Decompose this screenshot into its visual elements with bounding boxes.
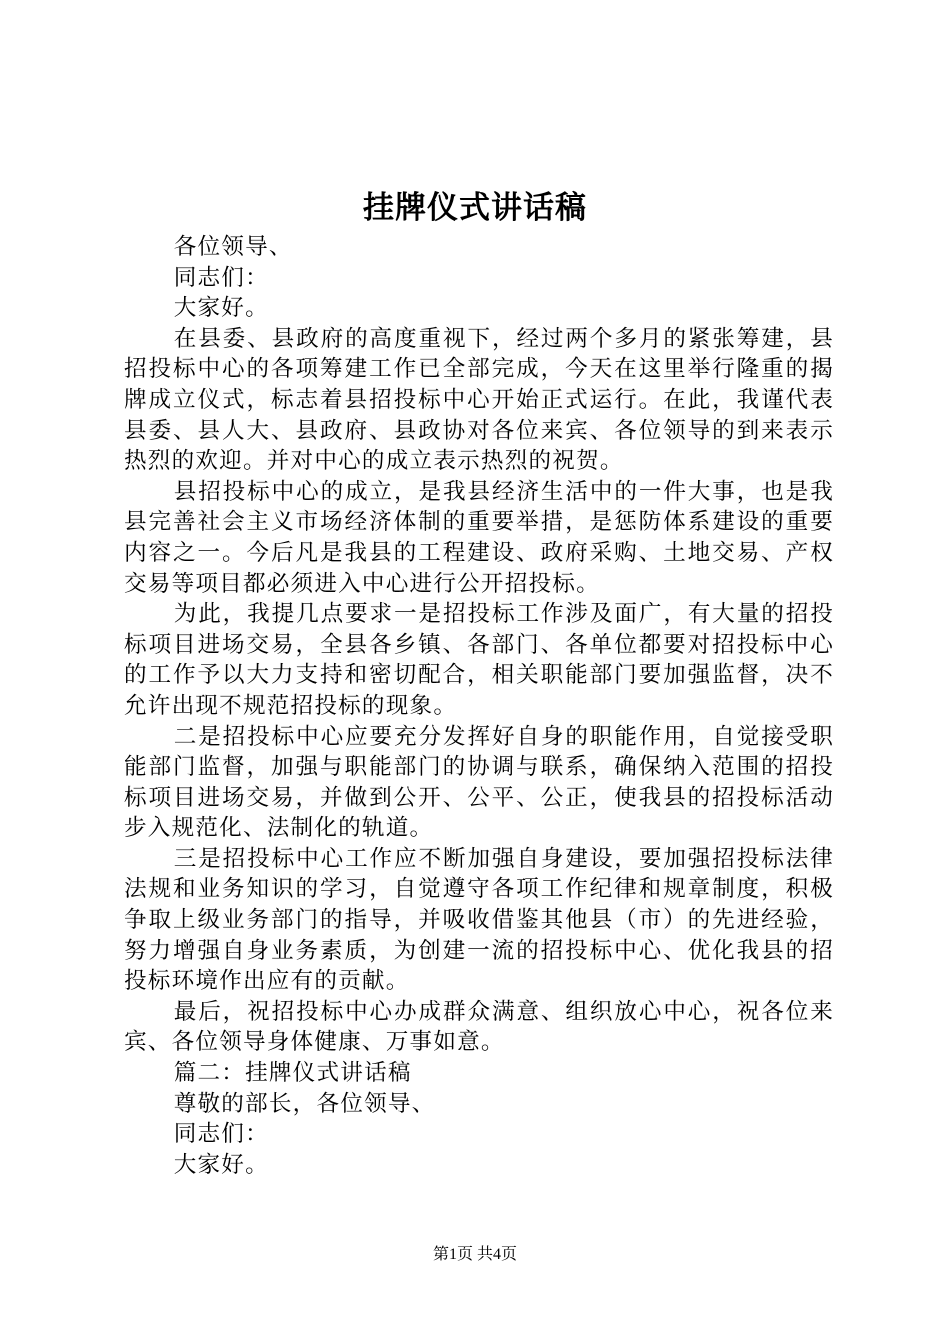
paragraph-requirement-two: 二是招投标中心应要充分发挥好自身的职能作用，自觉接受职能部门监督，加强与职能部门的协调与联系，确保纳入范围的招投标项目进场交易，并做到公开、公平、公正，使我县的招投标活动步入规范化、法制化的轨道。 xyxy=(124,723,834,842)
section-two-greeting: 大家好。 xyxy=(173,1151,269,1178)
paragraph-significance: 县招投标中心的成立，是我县经济生活中的一件大事，也是我县完善社会主义市场经济体制的重要举措，是惩防体系建设的重要内容之一。今后凡是我县的工程建设、政府采购、土地交易、产权交易等项目都必须进入中心进行公开招投标。 xyxy=(124,478,834,597)
section-two-comrades: 同志们： xyxy=(173,1121,269,1148)
greeting: 大家好。 xyxy=(173,295,269,322)
page-number-footer: 第1页 共4页 xyxy=(432,1246,517,1263)
paragraph-opening: 在县委、县政府的高度重视下，经过两个多月的紧张筹建，县招投标中心的各项筹建工作已全部完成，今天在这里举行隆重的揭牌成立仪式，标志着县招投标中心开始正式运行。在此，我谨代表县委、县人大、县政府、县政协对各位来宾、各位领导的到来表示热烈的欢迎。并对中心的成立表示热烈的祝贺。 xyxy=(124,325,834,475)
salutation-leaders: 各位领导、 xyxy=(173,234,293,260)
document-title: 挂牌仪式讲话稿 xyxy=(363,190,587,226)
paragraph-requirement-three: 三是招投标中心工作应不断加强自身建设，要加强招投标法律法规和业务知识的学习，自觉遵守各项工作纪律和规章制度，积极争取上级业务部门的指导，并吸收借鉴其他县（市）的先进经验，努力增强自身业务素质，为创建一流的招投标中心、优化我县的招投标环境作出应有的贡献。 xyxy=(124,845,834,995)
section-two-salutation: 尊敬的部长，各位领导、 xyxy=(173,1090,436,1117)
section-two-heading: 篇二：挂牌仪式讲话稿 xyxy=(173,1060,412,1087)
document-body xyxy=(124,232,834,1180)
paragraph-closing: 最后，祝招投标中心办成群众满意、组织放心中心，祝各位来宾、各位领导身体健康、万事如意。 xyxy=(124,998,834,1056)
salutation-comrades: 同志们： xyxy=(173,264,269,291)
paragraph-requirement-one: 为此，我提几点要求一是招投标工作涉及面广，有大量的招投标项目进场交易，全县各乡镇、各部门、各单位都要对招投标中心的工作予以大力支持和密切配合，相关职能部门要加强监督，决不允许出现不规范招投标的现象。 xyxy=(124,601,834,719)
